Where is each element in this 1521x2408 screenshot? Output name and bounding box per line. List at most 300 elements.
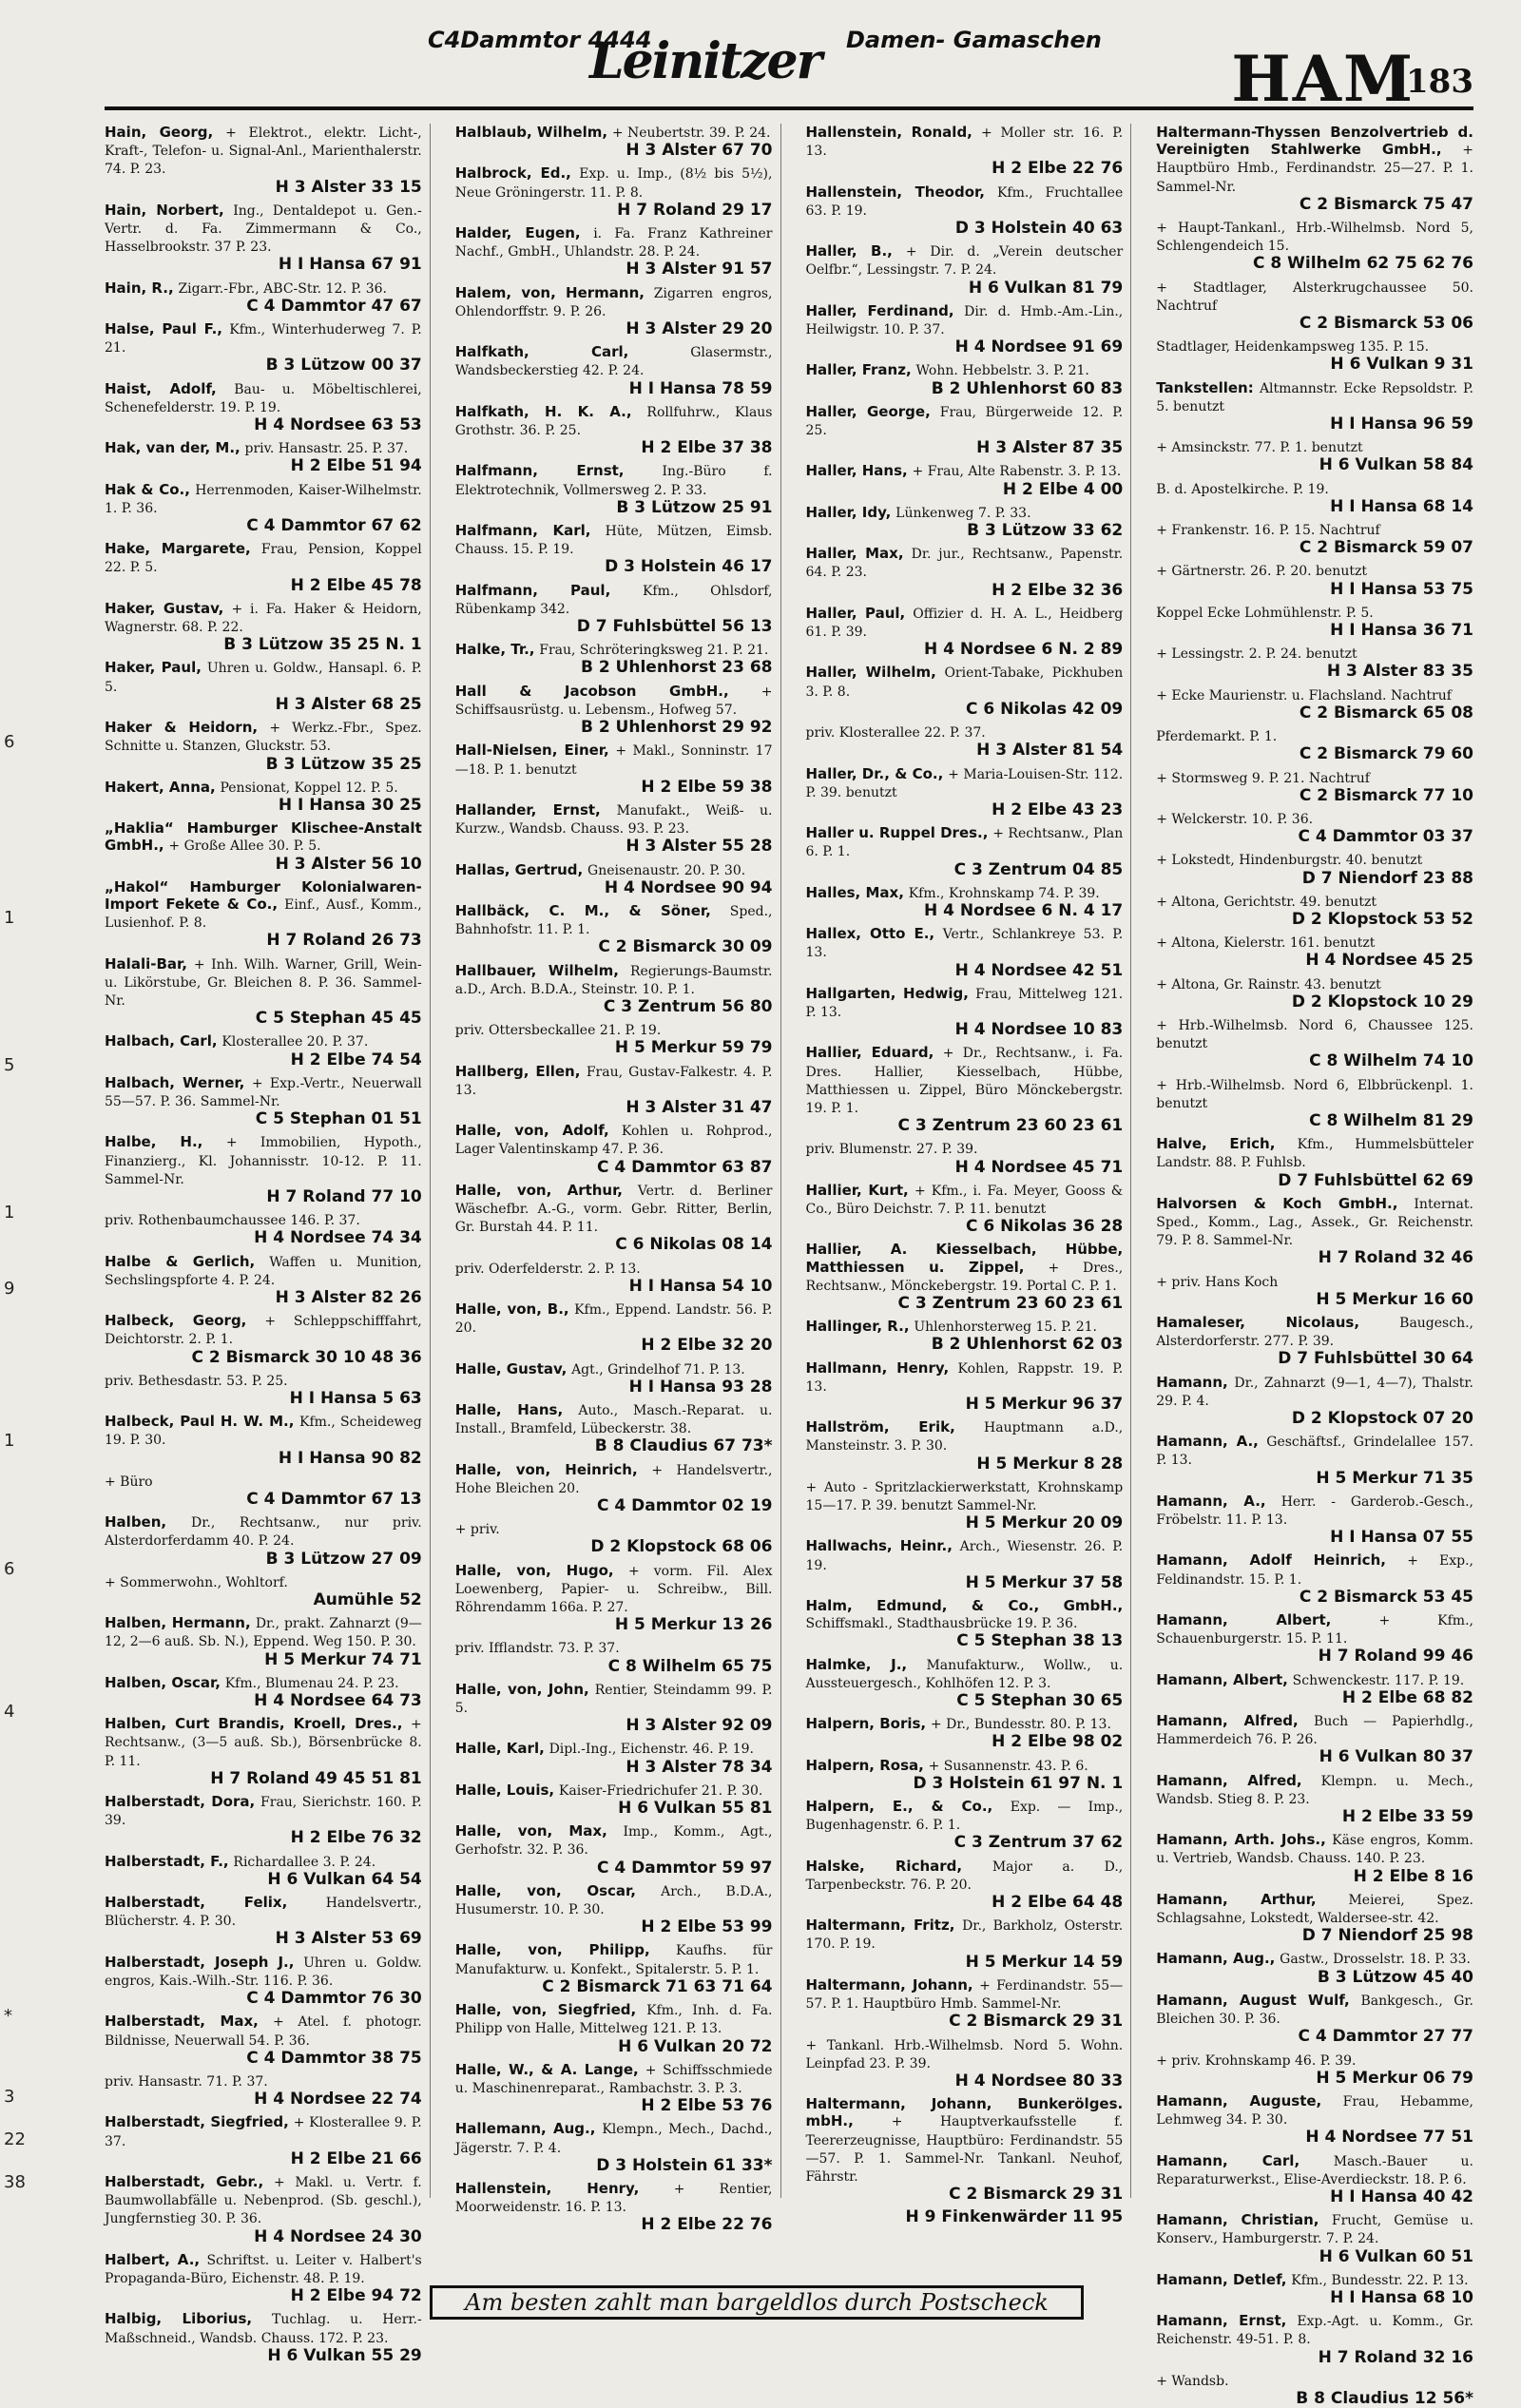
entry-phone: H 2 Elbe 45 78 xyxy=(290,575,422,595)
entry-details: Ing.-Büro f. Elektrotechnik, Vollmersweg 2. P. 33. xyxy=(454,464,773,498)
margin-fragment: * xyxy=(4,2006,12,2026)
entry-phone: H 4 Nordsee 45 25 xyxy=(1305,951,1473,971)
entry-phone: B 2 Uhlenhorst 60 83 xyxy=(931,378,1124,398)
header-index-key: HAM xyxy=(1231,42,1415,116)
entry-details: Herr. - Garderob.-Gesch., Fröbelstr. 11. P. 13. xyxy=(1156,1493,1473,1529)
entry-phone: C 2 Bismarck 77 10 xyxy=(1299,785,1473,805)
entry-phone: H 7 Roland 29 17 xyxy=(617,200,773,220)
directory-entry xyxy=(455,403,773,457)
entry-details: Handelsvertr., Blücherstr. 4. P. 30. xyxy=(105,1896,422,1930)
directory-entry xyxy=(105,1133,422,1205)
entry-details: Klempn., Mech., Dachd., Jägerstr. 7. P. 4. xyxy=(454,2122,773,2156)
entry-name: Hallmann, Henry, xyxy=(805,1358,950,1377)
entry-details: Regierungs-Baumstr. a.D., Arch. B.D.A., Steinstr. 10. P. 1. xyxy=(454,963,773,997)
entry-phone: H I Hansa 54 10 xyxy=(628,1276,773,1296)
entry-phone: H 5 Merkur 20 09 xyxy=(965,1513,1124,1533)
entry-name: Hallberg, Ellen, xyxy=(454,1062,581,1080)
directory-entry xyxy=(455,1461,773,1515)
entry-details: + Exp., Feldinandstr. 15. P. 1. xyxy=(1156,1553,1473,1588)
entry-details: Gastw., Drosselstr. 18. P. 33. xyxy=(1280,1952,1471,1968)
entry-details: Dr., Zahnarzt (9—1, 4—7), Thalstr. 29. P. 4. xyxy=(1156,1375,1473,1409)
entry-name: Halpern, Rosa, xyxy=(805,1756,924,1774)
entry-phone: H 3 Alster 33 15 xyxy=(275,177,422,197)
entry-phone: H 7 Roland 49 45 51 81 xyxy=(210,1768,422,1788)
directory-entry xyxy=(105,1674,422,1709)
entry-phone: H I Hansa 53 75 xyxy=(1330,579,1473,599)
directory-entry xyxy=(105,1211,422,1246)
entry-details: Auto., Masch.-Reparat. u. Install., Bramfeld, Lübeckerstr. 38. xyxy=(454,1403,773,1437)
directory-entry xyxy=(1156,1374,1473,1428)
directory-entry xyxy=(105,819,422,873)
entry-details: priv. Oderfelderstr. 2. P. 13. xyxy=(454,1261,641,1277)
entry-phone: H 3 Alster 87 35 xyxy=(976,438,1124,458)
entry-name: Halle, von, Max, xyxy=(454,1822,607,1840)
header-ad-logo: Leinitzer xyxy=(589,32,820,90)
entry-name: Hamann, Arth. Johs., xyxy=(1156,1831,1326,1849)
entry-name: Haller, Max, xyxy=(805,545,904,563)
entry-phone: H 6 Vulkan 9 31 xyxy=(1330,355,1473,375)
directory-entry xyxy=(806,824,1124,878)
entry-details: Vertr., Schlankreye 53. P. 13. xyxy=(805,927,1124,961)
directory-entry xyxy=(105,2013,422,2067)
entry-details: + Altona, Gerichtstr. 49. benutzt xyxy=(1156,894,1377,910)
entry-phone: H 4 Nordsee 45 71 xyxy=(954,1157,1124,1177)
directory-entry xyxy=(105,1894,422,1948)
directory-entry xyxy=(806,1715,1124,1750)
entry-name: Halfmann, Ernst, xyxy=(454,462,625,480)
entry-details: Schwenckestr. 117. P. 19. xyxy=(1292,1672,1465,1688)
directory-entry xyxy=(1156,1493,1473,1547)
directory-entry xyxy=(1156,2372,1473,2407)
entry-phone: H 2 Elbe 32 20 xyxy=(641,1336,773,1356)
entry-name: Halvorsen & Koch GmbH., xyxy=(1156,1194,1398,1212)
entry-phone: H 4 Nordsee 80 33 xyxy=(954,2071,1124,2090)
entry-phone: H 2 Elbe 32 36 xyxy=(992,580,1124,600)
entry-name: Halpern, E., & Co., xyxy=(805,1798,993,1816)
entry-phone: H I Hansa 96 59 xyxy=(1330,414,1473,434)
entry-details: + priv. xyxy=(454,1522,500,1538)
entry-name: Halle, von, Arthur, xyxy=(454,1181,624,1199)
entry-phone: H I Hansa 68 10 xyxy=(1330,2287,1473,2307)
entry-details: Schiffsmakl., Stadthausbrücke 19. P. 36. xyxy=(805,1616,1078,1632)
entry-details: Kaiser-Friedrichufer 21. P. 30. xyxy=(558,1782,763,1799)
entry-phone: C 4 Dammtor 76 30 xyxy=(246,1989,422,2009)
directory-entry xyxy=(105,2113,422,2167)
entry-details: Rentier, Steindamm 99. P. 5. xyxy=(454,1682,773,1717)
directory-entry xyxy=(806,1656,1124,1710)
entry-phone: H 6 Vulkan 64 54 xyxy=(267,1869,422,1889)
entry-details: + Neubertstr. 39. P. 24. xyxy=(611,125,771,141)
entry-name: Hallex, Otto E., xyxy=(805,925,935,943)
entry-details: + Inh. Wilh. Warner, Grill, Wein- u. Likörstube, Gr. Bleichen 8. P. 36. Sammel-Nr. xyxy=(105,956,422,1009)
entry-details: Gneisenaustr. 20. P. 30. xyxy=(587,862,746,878)
entry-name: Halali-Bar, xyxy=(105,954,187,973)
entry-details: Frau, Gustav-Falkestr. 4. P. 13. xyxy=(454,1064,773,1098)
entry-details: + Hrb.-Wilhelmsb. Nord 6, Chaussee 125. benutzt xyxy=(1156,1017,1473,1052)
directory-entry xyxy=(105,1372,422,1407)
entry-phone: H I Hansa 67 91 xyxy=(278,255,422,275)
entry-details: Masch.-Bauer u. Reparaturwerkst., Elise-Averdieckstr. 18. P. 6. xyxy=(1156,2153,1473,2187)
directory-entry xyxy=(806,2208,1124,2225)
entry-phone: H 4 Nordsee 64 73 xyxy=(254,1691,422,1711)
entry-details: + Rechtsanw., Plan 6. P. 1. xyxy=(805,826,1124,860)
entry-phone: C 3 Zentrum 23 60 23 61 xyxy=(897,1116,1124,1136)
entry-phone: D 2 Klopstock 07 20 xyxy=(1291,1409,1473,1428)
entry-name: Hallgarten, Hedwig, xyxy=(805,984,969,1002)
directory-entry xyxy=(105,124,422,196)
entry-details: Uhren u. Goldw., Hansapl. 6. P. 5. xyxy=(105,661,422,695)
directory-entry xyxy=(806,985,1124,1039)
directory-entry xyxy=(105,1573,422,1609)
entry-phone: H I Hansa 90 82 xyxy=(278,1448,422,1468)
entry-details: Kfm., Bundesstr. 22. P. 13. xyxy=(1291,2272,1469,2288)
entry-name: Haller, Franz, xyxy=(805,361,912,379)
directory-entry xyxy=(455,801,773,856)
directory-entry xyxy=(455,582,773,636)
entry-phone: Aumühle 52 xyxy=(313,1590,422,1610)
directory-entry xyxy=(806,1798,1124,1852)
entry-phone: H 3 Alster 31 47 xyxy=(626,1097,773,1117)
entry-phone: C 8 Wilhelm 81 29 xyxy=(1309,1110,1473,1130)
directory-entry xyxy=(1156,562,1473,597)
entry-phone: H 5 Merkur 74 71 xyxy=(264,1649,422,1669)
directory-entry xyxy=(105,1853,422,1888)
entry-phone: H 7 Roland 32 16 xyxy=(1318,2347,1473,2367)
entry-phone: D 7 Fuhlsbüttel 62 69 xyxy=(1278,1170,1473,1190)
entry-phone: C 4 Dammtor 02 19 xyxy=(597,1496,773,1516)
entry-name: Halke, Tr., xyxy=(454,641,535,659)
entry-phone: C 2 Bismarck 75 47 xyxy=(1299,194,1473,214)
directory-entry xyxy=(1156,1135,1473,1189)
entry-name: Halle, von, Adolf, xyxy=(454,1122,609,1140)
directory-entry xyxy=(105,1032,422,1068)
entry-details: + i. Fa. Haker & Heidorn, Wagnerstr. 68. P. 22. xyxy=(105,601,422,636)
entry-name: Haker & Heidorn, xyxy=(105,719,259,737)
entry-details: Major a. D., Tarpenbeckstr. 76. P. 20. xyxy=(805,1859,1124,1893)
entry-name: Hamann, A., xyxy=(1156,1492,1266,1510)
entry-phone: H 2 Elbe 74 54 xyxy=(290,1050,422,1069)
entry-details: Manufakturw., Wollw., u. Aussteuergesch., Kohlhöfen 12. P. 3. xyxy=(805,1657,1124,1691)
entry-details: + Rechtsanw., (3—5 auß. Sb.), Börsenbrücke 8. P. 11. xyxy=(105,1717,422,1769)
entry-details: + Ecke Maurienstr. u. Flachsland. Nachtruf xyxy=(1156,687,1452,703)
entry-name: Haller, Ferdinand, xyxy=(805,301,954,319)
directory-entry xyxy=(1156,337,1473,373)
entry-name: Hamann, xyxy=(1156,1373,1228,1391)
entry-phone: B 3 Lützow 45 40 xyxy=(1317,1967,1473,1987)
entry-name: Halve, Erich, xyxy=(1156,1135,1276,1153)
entry-name: Halfkath, Carl, xyxy=(454,343,629,361)
entry-details: Rollfuhrw., Klaus Grothstr. 36. P. 25. xyxy=(454,404,773,439)
entry-name: Hallenstein, Ronald, xyxy=(805,124,972,141)
entry-name: Halberstadt, F., xyxy=(105,1852,229,1870)
directory-entry xyxy=(806,403,1124,457)
directory-entry xyxy=(1156,521,1473,556)
entry-name: Halbach, Werner, xyxy=(105,1073,245,1091)
entry-phone: C 4 Dammtor 27 77 xyxy=(1298,2027,1473,2047)
entry-phone: D 2 Klopstock 68 06 xyxy=(590,1537,773,1557)
column-1 xyxy=(105,124,431,2365)
entry-name: Hallemann, Aug., xyxy=(454,2120,596,2138)
header-ad-left: C4Dammtor 4444 xyxy=(428,27,652,53)
directory-entry xyxy=(105,1715,422,1787)
entry-phone: C 4 Dammtor 67 62 xyxy=(246,516,422,536)
entry-phone: D 7 Niendorf 23 88 xyxy=(1301,868,1473,888)
entry-details: Pferdemarkt. P. 1. xyxy=(1156,729,1278,745)
directory-entry xyxy=(455,284,773,338)
directory-entry xyxy=(806,302,1124,356)
entry-name: Halle, von, Heinrich, xyxy=(454,1460,638,1478)
entry-phone: C 2 Bismarck 30 09 xyxy=(598,937,773,957)
entry-name: Halberstadt, Siegfried, xyxy=(105,2113,289,2131)
entry-phone: B 8 Claudius 12 56* xyxy=(1296,2388,1473,2408)
entry-details: + Stadtlager, Alsterkrugchaussee 50. Nachtruf xyxy=(1156,279,1473,314)
entry-phone: H 5 Merkur 96 37 xyxy=(965,1395,1124,1414)
entry-name: Halben, Oscar, xyxy=(105,1673,221,1691)
entry-name: Halle, Louis, xyxy=(454,1781,555,1799)
entry-details: Sped., Bahnhofstr. 11. P. 1. xyxy=(454,903,773,938)
directory-entry xyxy=(806,605,1124,659)
entry-phone: B 2 Uhlenhorst 23 68 xyxy=(580,658,773,678)
entry-details: Orient-Tabake, Pickhuben 3. P. 8. xyxy=(805,665,1124,700)
entry-phone: H 3 Alster 81 54 xyxy=(976,741,1124,761)
entry-details: + Frankenstr. 16. P. 15. Nachtruf xyxy=(1156,523,1380,539)
entry-details: + Auto - Spritzlackierwerkstatt, Krohnskamp 15—17. P. 39. benutzt Sammel-Nr. xyxy=(805,1479,1124,1514)
entry-phone: D 7 Fuhlsbüttel 30 64 xyxy=(1278,1349,1473,1369)
entry-phone: H 4 Nordsee 24 30 xyxy=(254,2226,422,2246)
entry-phone: C 3 Zentrum 04 85 xyxy=(953,859,1124,879)
entry-details: priv. Ifflandstr. 73. P. 37. xyxy=(454,1641,620,1657)
entry-phone: C 4 Dammtor 59 97 xyxy=(597,1858,773,1878)
directory-entry xyxy=(806,504,1124,539)
directory-entry xyxy=(455,522,773,576)
directory-entry xyxy=(806,2036,1124,2090)
entry-details: Einf., Ausf., Komm., Lusienhof. P. 8. xyxy=(105,896,422,932)
entry-phone: H 2 Elbe 53 76 xyxy=(641,2096,773,2116)
entry-details: Kfm., Blumenau 24. P. 23. xyxy=(224,1675,399,1691)
entry-name: Halle, Gustav, xyxy=(454,1359,568,1377)
entry-name: Hallwachs, Heinr., xyxy=(805,1537,953,1555)
entry-details: Tuchlag. u. Herr.-Maßschneid., Wandsb. Chauss. 172. P. 23. xyxy=(105,2312,422,2346)
entry-phone: C 2 Bismarck 53 06 xyxy=(1299,314,1473,334)
entry-details: Kfm., Krohnskamp 74. P. 39. xyxy=(908,885,1100,901)
entry-details: Exp. u. Imp., (8½ bis 5½), Neue Gröningerstr. 11. P. 8. xyxy=(454,166,773,201)
entry-phone: C 6 Nikolas 36 28 xyxy=(965,1217,1124,1237)
directory-entry xyxy=(1156,219,1473,273)
directory-entry xyxy=(455,1822,773,1877)
entry-details: + Dr., Bundesstr. 80. P. 13. xyxy=(930,1717,1111,1733)
entry-details: + Klosterallee 9. P. 37. xyxy=(105,2115,422,2149)
directory-entry xyxy=(1156,2271,1473,2306)
entry-details: Dr., Rechtsanw., nur priv. Alsterdorferdamm 40. P. 24. xyxy=(105,1515,422,1550)
entry-phone: H 6 Vulkan 58 84 xyxy=(1319,455,1473,475)
entry-phone: H I Hansa 68 14 xyxy=(1330,496,1473,516)
directory-entry xyxy=(105,279,422,315)
entry-phone: C 8 Wilhelm 74 10 xyxy=(1309,1051,1473,1071)
directory-entry xyxy=(105,1253,422,1307)
entry-name: Halle, Karl, xyxy=(454,1740,545,1758)
directory-entry xyxy=(105,878,422,950)
entry-name: Haller, Idy, xyxy=(805,503,892,521)
directory-entry xyxy=(455,1063,773,1117)
entry-name: Halben, Hermann, xyxy=(105,1614,251,1632)
entry-details: + Büro xyxy=(105,1474,153,1490)
entry-details: + Hauptbüro Hmb., Ferdinandstr. 25—27. P. 1. Sammel-Nr. xyxy=(1156,143,1473,195)
directory-entry xyxy=(455,1782,773,1817)
entry-details: + Handelsvertr., Hohe Bleichen 20. xyxy=(454,1462,773,1496)
directory-entry xyxy=(455,1882,773,1936)
directory-entry xyxy=(1156,893,1473,928)
entry-details: + Frau, Alte Rabenstr. 3. P. 13. xyxy=(912,464,1122,480)
entry-phone: H 5 Merkur 13 26 xyxy=(614,1615,773,1635)
entry-name: Hallbauer, Wilhelm, xyxy=(454,961,619,979)
entry-details: Bau- u. Möbeltischlerei, Schenefelderstr. 19. P. 19. xyxy=(105,381,422,415)
entry-phone: H 3 Alster 56 10 xyxy=(275,854,422,874)
entry-phone: B 2 Uhlenhorst 62 03 xyxy=(931,1335,1124,1355)
entry-details: + vorm. Fil. Alex Loewenberg, Papier- u. Schreibw., Bill. Röhrendamm 166a. P. 27. xyxy=(454,1563,773,1616)
directory-entry xyxy=(806,765,1124,819)
directory-entry xyxy=(806,925,1124,979)
entry-phone: H 5 Merkur 8 28 xyxy=(976,1454,1124,1474)
directory-entry xyxy=(806,1241,1124,1312)
entry-details: + Rentier, Moorweidenstr. 16. P. 13. xyxy=(454,2181,773,2216)
entry-name: Hamann, Aug., xyxy=(1156,1950,1276,1968)
entry-phone: H 2 Elbe 94 72 xyxy=(290,2286,422,2306)
entry-name: Hamann, Detlef, xyxy=(1156,2270,1287,2288)
entry-phone: H 6 Vulkan 81 79 xyxy=(968,278,1124,298)
entry-phone: H 2 Elbe 76 32 xyxy=(290,1828,422,1848)
entry-name: Haller u. Ruppel Dres., xyxy=(805,824,989,842)
directory-entry xyxy=(455,2120,773,2174)
entry-phone: D 7 Fuhlsbüttel 56 13 xyxy=(576,617,773,637)
entry-details: + Elektrot., elektr. Licht-, Kraft-, Telefon- u. Signal-Anl., Marienthalerstr. 74. P. 23. xyxy=(105,125,422,178)
entry-details: priv. Rothenbaumchaussee 146. P. 37. xyxy=(105,1213,360,1229)
directory-entry xyxy=(1156,1992,1473,2046)
entry-name: Haltermann, Johann, Bunkerölges. mbH., xyxy=(805,2095,1124,2130)
entry-phone: H 4 Nordsee 6 N. 4 17 xyxy=(924,900,1124,920)
entry-details: Waffen u. Munition, Sechslingspforte 4. P. 24. xyxy=(105,1254,422,1288)
entry-name: Halfkath, H. K. A., xyxy=(454,402,632,420)
directory-entry xyxy=(806,2095,1124,2203)
column-3 xyxy=(805,124,1132,2227)
entry-details: + Ferdinandstr. 55—57. P. 1. Hauptbüro Hmb. Sammel-Nr. xyxy=(805,1977,1124,2013)
entry-name: Hallier, A. Kiesselbach, Hübbe, Matthiessen u. Zippel, xyxy=(805,1241,1124,1276)
entry-name: Haller, George, xyxy=(805,402,931,420)
directory-entry xyxy=(806,1418,1124,1473)
entry-phone: D 2 Klopstock 10 29 xyxy=(1291,992,1473,1011)
entry-details: Dipl.-Ing., Eichenstr. 46. P. 19. xyxy=(549,1742,754,1758)
entry-phone: D 3 Holstein 46 17 xyxy=(605,557,773,577)
directory-entry xyxy=(806,124,1124,178)
entry-name: Hain, Norbert, xyxy=(105,201,224,219)
footer-slogan: Am besten zahlt man bargeldlos durch Postscheck xyxy=(465,2289,1049,2316)
entry-phone: C 8 Wilhelm 65 75 xyxy=(607,1656,773,1676)
entry-phone: H 7 Roland 32 46 xyxy=(1318,1248,1473,1268)
entry-phone: C 2 Bismarck 29 31 xyxy=(949,2012,1124,2032)
entry-details: + Hauptverkaufsstelle f. Teererzeugnisse, Hauptbüro: Ferdinandstr. 55—57. P. 1. Sammel-Nr. Tankanl. Neuhof, Fährstr. xyxy=(805,2114,1124,2185)
entry-details: Frau, Pension, Koppel 22. P. 5. xyxy=(105,542,422,576)
entry-phone: D 3 Holstein 61 33* xyxy=(596,2155,773,2175)
directory-entry xyxy=(806,1858,1124,1912)
entry-phone: H 2 Elbe 22 76 xyxy=(992,159,1124,179)
entry-details: Bankgesch., Gr. Bleichen 30. P. 36. xyxy=(1156,1993,1473,2028)
entry-details: Frau, Mittelweg 121. P. 13. xyxy=(805,986,1124,1020)
entry-details: Schriftst. u. Leiter v. Halbert's Propaganda-Büro, Eichenstr. 48. P. 19. xyxy=(105,2252,422,2286)
entry-name: Halberstadt, Gebr., xyxy=(105,2172,264,2190)
entry-phone: H 3 Alster 91 57 xyxy=(626,260,773,279)
entry-name: Halbert, A., xyxy=(105,2250,201,2268)
entry-phone: C 6 Nikolas 08 14 xyxy=(615,1235,773,1255)
entry-name: Hallier, Kurt, xyxy=(805,1181,909,1199)
entry-name: Hamann, Alfred, xyxy=(1156,1771,1302,1789)
entry-details: Hauptmann a.D., Mansteinstr. 3. P. 30. xyxy=(805,1420,1124,1454)
entry-phone: C 8 Wilhelm 62 75 62 76 xyxy=(1252,254,1473,274)
entry-phone: H 5 Merkur 59 79 xyxy=(614,1038,773,1058)
entry-details: + Schiffsschmiede u. Maschinenreparat., Rambachstr. 3. P. 3. xyxy=(454,2062,773,2096)
entry-name: Halberstadt, Joseph J., xyxy=(105,1953,295,1971)
entry-details: Zigarren engros, Ohlendorffstr. 9. P. 26. xyxy=(454,285,773,319)
entry-details: Zigarr.-Fbr., ABC-Str. 12. P. 36. xyxy=(178,280,387,297)
entry-phone: C 2 Bismarck 71 63 71 64 xyxy=(542,1976,773,1996)
entry-phone: H 3 Alster 53 69 xyxy=(275,1929,422,1949)
entry-details: + Sommerwohn., Wohltorf. xyxy=(105,1574,288,1590)
directory-entry xyxy=(806,1182,1124,1236)
entry-details: Kfm., Winterhuderweg 7. P. 21. xyxy=(105,322,422,356)
entry-phone: H 6 Vulkan 20 72 xyxy=(618,2036,773,2056)
directory-entry xyxy=(105,1473,422,1508)
entry-phone: C 5 Stephan 30 65 xyxy=(956,1691,1124,1711)
entry-phone: C 4 Dammtor 63 87 xyxy=(597,1157,773,1177)
directory-entry xyxy=(455,1300,773,1355)
directory-entry xyxy=(1156,1891,1473,1945)
entry-name: Halbe & Gerlich, xyxy=(105,1252,256,1270)
entry-phone: H 2 Elbe 22 76 xyxy=(641,2215,773,2235)
entry-details: Agt., Grindelhof 71. P. 13. xyxy=(571,1361,745,1377)
entry-name: Halle, W., & A. Lange, xyxy=(454,2060,639,2078)
entry-details: Kfm., Fruchtallee 63. P. 19. xyxy=(805,184,1124,219)
entry-name: Hallander, Ernst, xyxy=(454,800,601,819)
entry-name: Hakert, Anna, xyxy=(105,778,216,796)
entry-phone: C 4 Dammtor 67 13 xyxy=(246,1490,422,1510)
entry-details: priv. Blumenstr. 27. P. 39. xyxy=(805,1142,978,1158)
entry-name: Hallas, Gertrud, xyxy=(454,860,584,878)
entry-phone: H 2 Elbe 37 38 xyxy=(641,438,773,458)
entry-phone: D 3 Holstein 61 97 N. 1 xyxy=(913,1773,1124,1793)
entry-details: + Maria-Louisen-Str. 112. P. 39. benutzt xyxy=(805,766,1124,800)
entry-details: + priv. Krohnskamp 46. P. 39. xyxy=(1156,2052,1357,2069)
entry-details: priv. Ottersbeckallee 21. P. 19. xyxy=(454,1023,662,1039)
directory-entry xyxy=(455,164,773,219)
entry-details: + Welckerstr. 10. P. 36. xyxy=(1156,811,1314,827)
directory-entry xyxy=(806,1757,1124,1792)
entry-details: + Schleppschifffahrt, Deichtorstr. 2. P. 1. xyxy=(105,1314,422,1348)
column-2 xyxy=(454,124,781,2235)
directory-entry xyxy=(806,664,1124,718)
directory-entry xyxy=(806,1917,1124,1971)
entry-name: Halfmann, Paul, xyxy=(454,581,611,599)
margin-fragment: 22 xyxy=(4,2129,26,2149)
directory-entry xyxy=(1156,1076,1473,1130)
entry-details: priv. Klosterallee 22. P. 37. xyxy=(805,725,986,742)
entry-phone: H 2 Elbe 33 59 xyxy=(1341,1807,1473,1827)
entry-name: Hamann, Carl, xyxy=(1156,2151,1300,2169)
entry-details: priv. Hansastr. 71. P. 37. xyxy=(105,2073,268,2090)
entry-name: Halpern, Boris, xyxy=(805,1715,927,1733)
margin-fragment: 38 xyxy=(4,2172,26,2192)
entry-details: + Lessingstr. 2. P. 24. benutzt xyxy=(1156,646,1357,663)
entry-details: + Amsinckstr. 77. P. 1. benutzt xyxy=(1156,440,1363,456)
entry-phone: H 4 Nordsee 6 N. 2 89 xyxy=(924,640,1124,660)
entry-details: Lünkenweg 7. P. 33. xyxy=(895,505,1031,521)
